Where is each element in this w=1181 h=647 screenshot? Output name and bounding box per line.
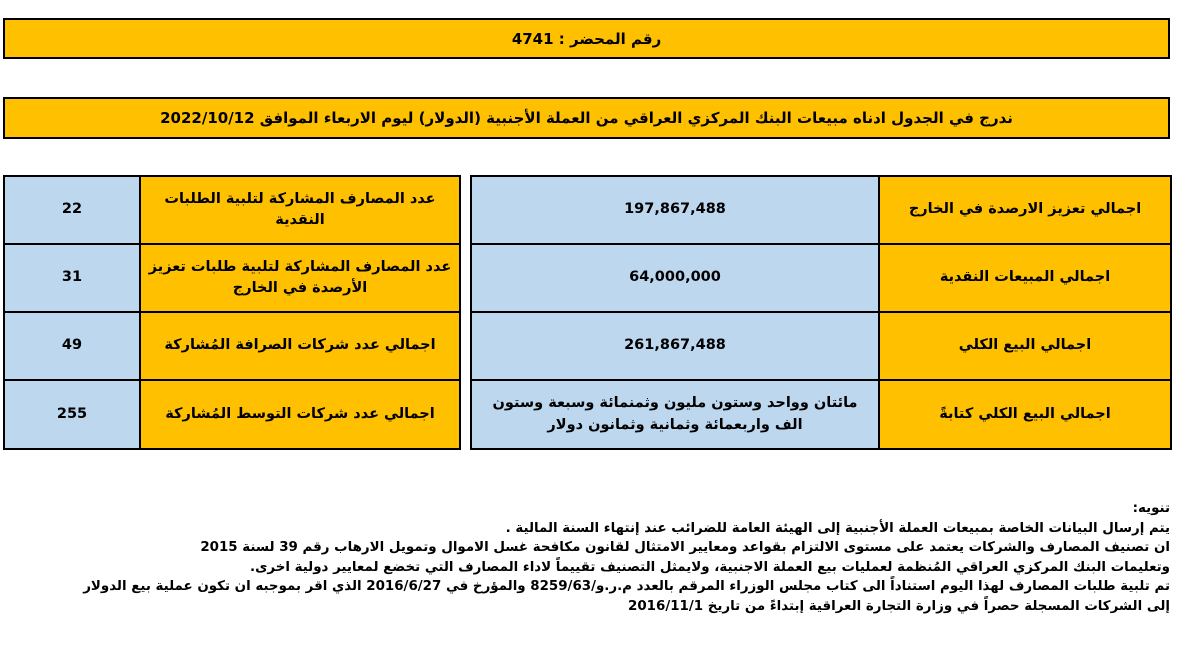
notes-line: يتم إرسال البيانات الخاصة بمبيعات العملة الأجنبية إلى الهيئة العامة للضرائب عند إنتهاء السنة المالية . (505, 520, 1170, 536)
column-gap (460, 312, 471, 380)
record-number-text: رقم المحضر : 4741 (511, 29, 662, 48)
total-cash-sales-value: 64,000,000 (471, 244, 879, 312)
cash-banks-count-label: عدد المصارف المشاركة لتلبية الطلبات النقدية (140, 176, 460, 244)
table-row (4, 380, 1171, 449)
notes-line: تم تلبية طلبات المصارف لهذا اليوم استناداً الى كتاب مجلس الوزراء المرقم بالعدد م.ر.و/8259/63 والمؤرخ في 2016/6/27 الذي اقر بموجبه ان تكون عملية بيع الدولار (83, 579, 1170, 594)
brokerage-companies-count-value: 255 (4, 380, 140, 449)
sales-summary-table (3, 175, 1172, 450)
table-row (4, 176, 1171, 244)
record-number-banner (3, 18, 1170, 59)
notes-title: تنويه: (1132, 501, 1170, 516)
total-reinforcement-label: اجمالي تعزيز الارصدة في الخارج (879, 176, 1171, 244)
reinforcement-banks-count-value: 31 (4, 244, 140, 312)
notes-line: ان تصنيف المصارف والشركات يعتمد على مستوى الالتزام بقواعد ومعايير الامتثال لقانون مكافحة غسل الاموال وتمويل الارهاب رقم 39 لسنة 2015 (200, 540, 1170, 555)
brokerage-companies-count-label: اجمالي عدد شركات التوسط المُشاركة (140, 380, 460, 449)
total-cash-sales-label: اجمالي المبيعات النقدية (879, 244, 1171, 312)
column-gap (460, 176, 471, 244)
table-row (4, 244, 1171, 312)
exchange-companies-count-label: اجمالي عدد شركات الصرافة المُشاركة (140, 312, 460, 380)
total-sales-written-value: مائتان وواحد وستون مليون وثمنمائة وسبعة وستون الف واربعمائة وثمانية وثمانون دولار (471, 380, 879, 449)
cash-banks-count-value: 22 (4, 176, 140, 244)
notes-section (10, 499, 1170, 616)
total-sales-written-label: اجمالي البيع الكلي كتابةً (879, 380, 1171, 449)
column-gap (460, 380, 471, 449)
exchange-companies-count-value: 49 (4, 312, 140, 380)
intro-text: ندرج في الجدول ادناه مبيعات البنك المركزي العراقي من العملة الأجنبية (الدولار) ليوم الاربعاء الموافق 2022/10/12 (160, 109, 1013, 127)
intro-banner (3, 97, 1170, 139)
reinforcement-banks-count-label: عدد المصارف المشاركة لتلبية طلبات تعزيز الأرصدة في الخارج (140, 244, 460, 312)
column-gap (460, 244, 471, 312)
total-reinforcement-value: 197,867,488 (471, 176, 879, 244)
total-sales-label: اجمالي البيع الكلي (879, 312, 1171, 380)
table-row (4, 312, 1171, 380)
notes-line: إلى الشركات المسجلة حصراً في وزارة التجارة العراقية إبتداءً من تاريخ 2016/11/1 (628, 598, 1170, 614)
notes-line: وتعليمات البنك المركزي العراقي المُنظمة لعمليات بيع العملة الاجنبية، ولايمثل التصنيف تقييماً لاداء المصارف التي تخضع لمعايير دولية اخرى. (250, 559, 1170, 575)
total-sales-value: 261,867,488 (471, 312, 879, 380)
